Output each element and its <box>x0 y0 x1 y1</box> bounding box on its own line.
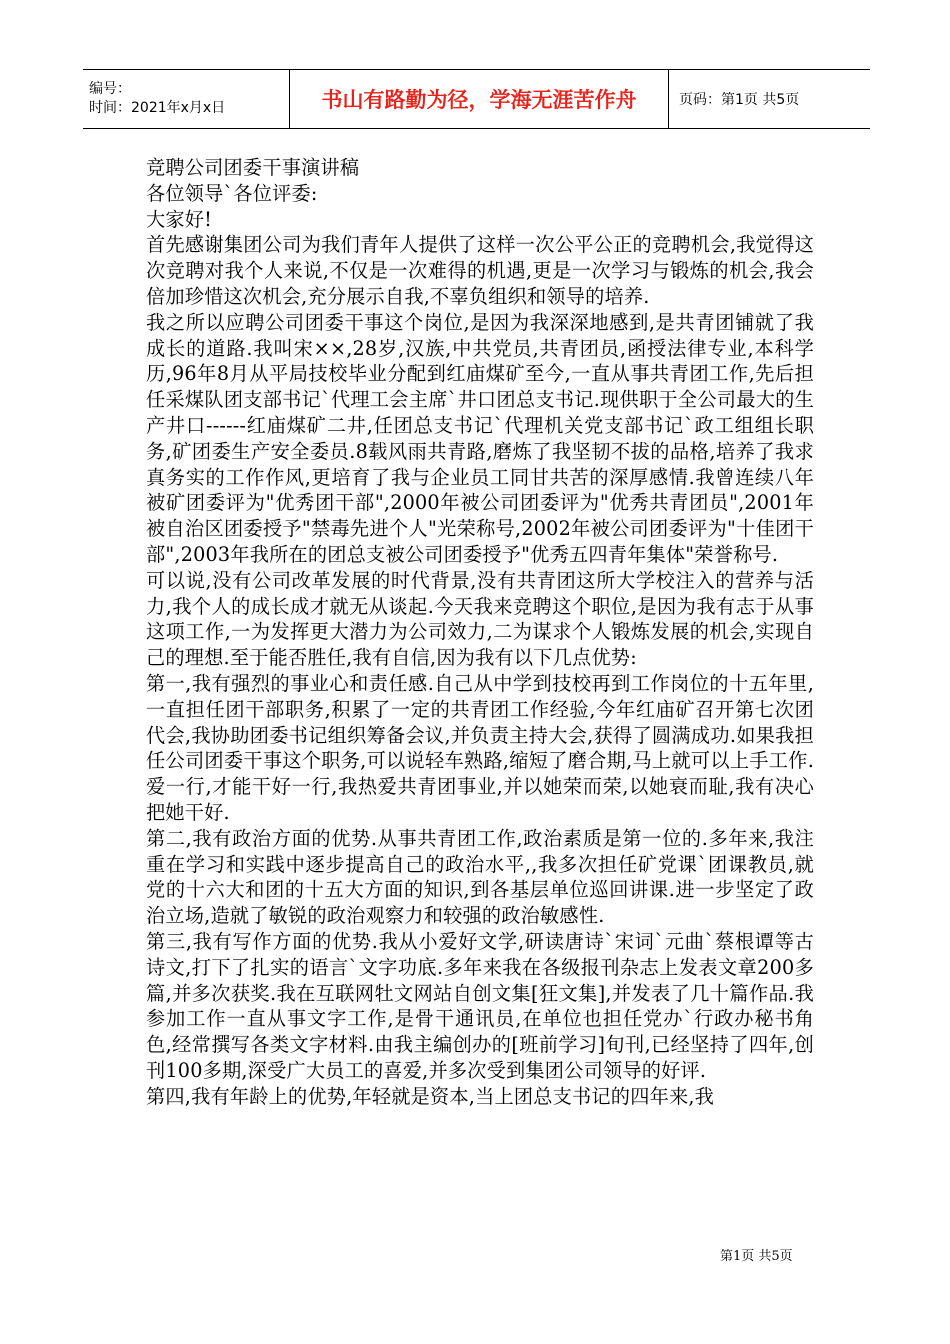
paragraph-hello: 大家好! <box>146 207 213 231</box>
paragraph-thanks: 首先感谢集团公司为我们青年人提供了这样一次公平公正的竞聘机会,我觉得这次竞聘对我个人来说,不仅是一次难得的机遇,更是一次学习与锻炼的机会,我会倍加珍惜这次机会,充分展示自我,不辜负组织和领导的培养. <box>146 233 814 308</box>
paragraph-advantage-4: 第四,我有年龄上的优势,年轻就是资本,当上团总支书记的四年来,我 <box>146 1084 715 1108</box>
paragraph-advantage-3: 第三,我有写作方面的优势.我从小爱好文学,研读唐诗`宋词`元曲`蔡根谭等古诗文,打下了扎实的语言`文字功底.多年来我在各级报刊杂志上发表文章200多篇,并多次获奖.我在互联网牡文网站自创文集[狂文集],并发表了几十篇作品.我参加工作一直从事文字工作,是骨干通讯员,在单位也担任党办`行政办秘书角色,经常撰写各类文字材料.由我主编创办的[班前学习]旬刊,已经坚持了四年,创刊100多期,深受广大员工的喜爱,并多次受到集团公司领导的好评. <box>146 929 814 1082</box>
header-page-label: 页码：第1页 共5页 <box>669 70 871 129</box>
paragraph-advantage-1: 第一,我有强烈的事业心和责任感.自己从中学到技校再到工作岗位的十五年里,一直担任团干部职务,积累了一定的共青团工作经验,今年红庙矿召开第七次团代会,我协助团委书记组织筹备会议,并负责主持大会,获得了圆满成功.如果我担任公司团委干事这个职务,可以说轻车熟路,缩短了磨合期,马上就可以上手工作.爱一行,才能干好一行,我热爱共青团事业,并以她荣而荣,以她衰而耻,我有决心把她干好. <box>146 671 814 824</box>
paragraph-advantage-2: 第二,我有政治方面的优势.从事共青团工作,政治素质是第一位的.多年来,我注重在学习和实践中逐步提高自己的政治水平,,我多次担任矿党课`团课教员,就党的十六大和团的十五大方面的知识,到各基层单位巡回讲课.进一步坚定了政治立场,造就了敏锐的政治观察力和较强的政治敏感性. <box>146 826 814 928</box>
header-meta-cell <box>83 70 290 129</box>
time-label: 时间：2021年x月x日 <box>89 100 226 116</box>
paragraph-greeting: 各位领导`各位评委: <box>146 181 318 205</box>
paragraph-background: 我之所以应聘公司团委干事这个岗位,是因为我深深地感到,是共青团铺就了我成长的道路.我叫宋××,28岁,汉族,中共党员,共青团员,函授法律专业,本科学历,96年8月从平局技校毕业分配到红庙煤矿至今,一直从事共青团工作,先后担任采煤队团支部书记`代理工会主席`井口团总支书记.现供职于全公司最大的生产井口------红庙煤矿二井,任团总支书记`代理机关党支部书记`政工组组长职务,矿团委生产安全委员.8载风雨共青路,磨炼了我坚韧不拔的品格,培养了我求真务实的工作作风,更培育了我与企业员工同甘共苦的深厚感情.我曾连续八年被矿团委评为"优秀团干部",2000年被公司团委评为"优秀共青团员",2001年被自治区团委授予"禁毒先进个人"光荣称号,2002年被公司团委评为"十佳团干部",2003年我所在的团总支被公司团委授予"优秀五四青年集体"荣誉称号. <box>146 310 814 566</box>
serial-label: 编号： <box>89 81 131 97</box>
paragraph-motivation: 可以说,没有公司改革发展的时代背景,没有共青团这所大学校注入的营养与活力,我个人的成长成才就无从谈起.今天我来竞聘这个职位,是因为我有志于从事这项工作,一为发挥更大潜力为公司效力,二为谋求个人锻炼发展的机会,实现自己的理想.至于能否胜任,我有自信,因为我有以下几点优势: <box>146 568 814 670</box>
document-title: 竞聘公司团委干事演讲稿 <box>146 156 360 179</box>
document-body <box>146 155 814 1109</box>
header-slogan: 书山有路勤为径，学海无涯苦作舟 <box>290 70 669 129</box>
page-header <box>83 69 870 129</box>
page-footer: 第1页 共5页 <box>720 1249 793 1264</box>
